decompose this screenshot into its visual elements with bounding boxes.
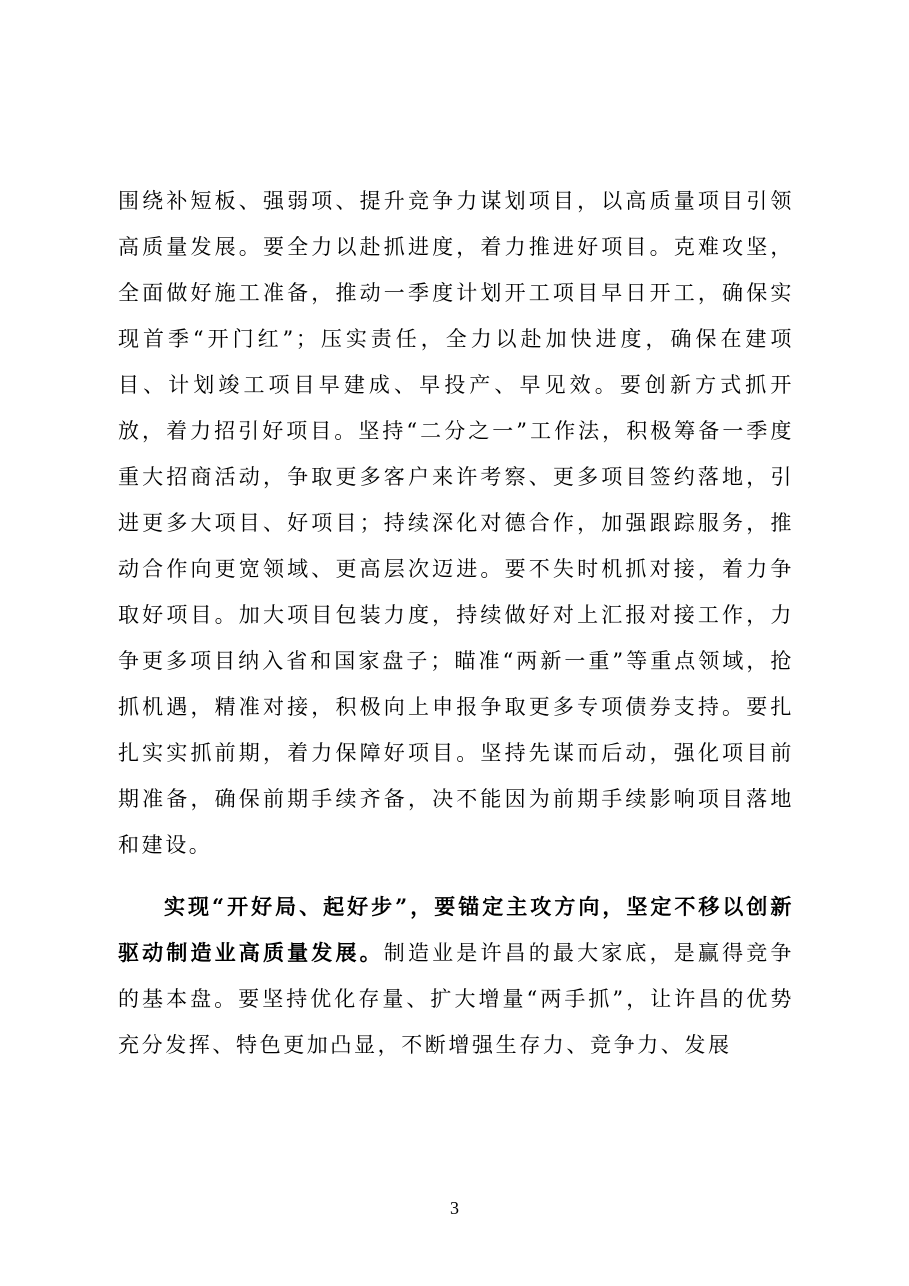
paragraph-manufacturing xyxy=(118,884,794,1068)
page-number: 3 xyxy=(450,1198,459,1218)
paragraph-continued xyxy=(118,178,794,868)
paragraph-2-lead: 实现“开好局、起好步”，要锚定主攻方向，坚定不移以创新驱动制造业高质量发展。 xyxy=(118,894,794,965)
document-body xyxy=(118,178,794,1068)
paragraph-1-text: 围绕补短板、强弱项、提升竞争力谋划项目，以高质量项目引领高质量发展。要全力以赴抓进度，着力推进好项目。克难攻坚，全面做好施工准备，推动一季度计划开工项目早日开工，确保实现首季“开门红”；压实责任，全力以赴加快进度，确保在建项目、计划竣工项目早建成、早投产、早见效。要创新方式抓开放，着力招引好项目。坚持“二分之一”工作法，积极筹备一季度重大招商活动，争取更多客户来许考察、更多项目签约落地，引进更多大项目、好项目；持续深化对德合作，加强跟踪服务，推动合作向更宽领域、更高层次迈进。要不失时机抓对接，着力争取好项目。加大项目包装力度，持续做好对上汇报对接工作，力争更多项目纳入省和国家盘子；瞄准“两新一重”等重点领域，抢抓机遇，精准对接，积极向上申报争取更多专项债券支持。要扎扎实实抓前期，着力保障好项目。坚持先谋而后动，强化项目前期准备，确保前期手续齐备，决不能因为前期手续影响项目落地和建设。 xyxy=(118,189,794,857)
paragraph-2-text: 制造业是许昌的最大家底，是赢得竞争的基本盘。要坚持优化存量、扩大增量“两手抓”，让许昌的优势充分发挥、特色更加凸显，不断增强生存力、竞争力、发展 xyxy=(118,941,794,1057)
